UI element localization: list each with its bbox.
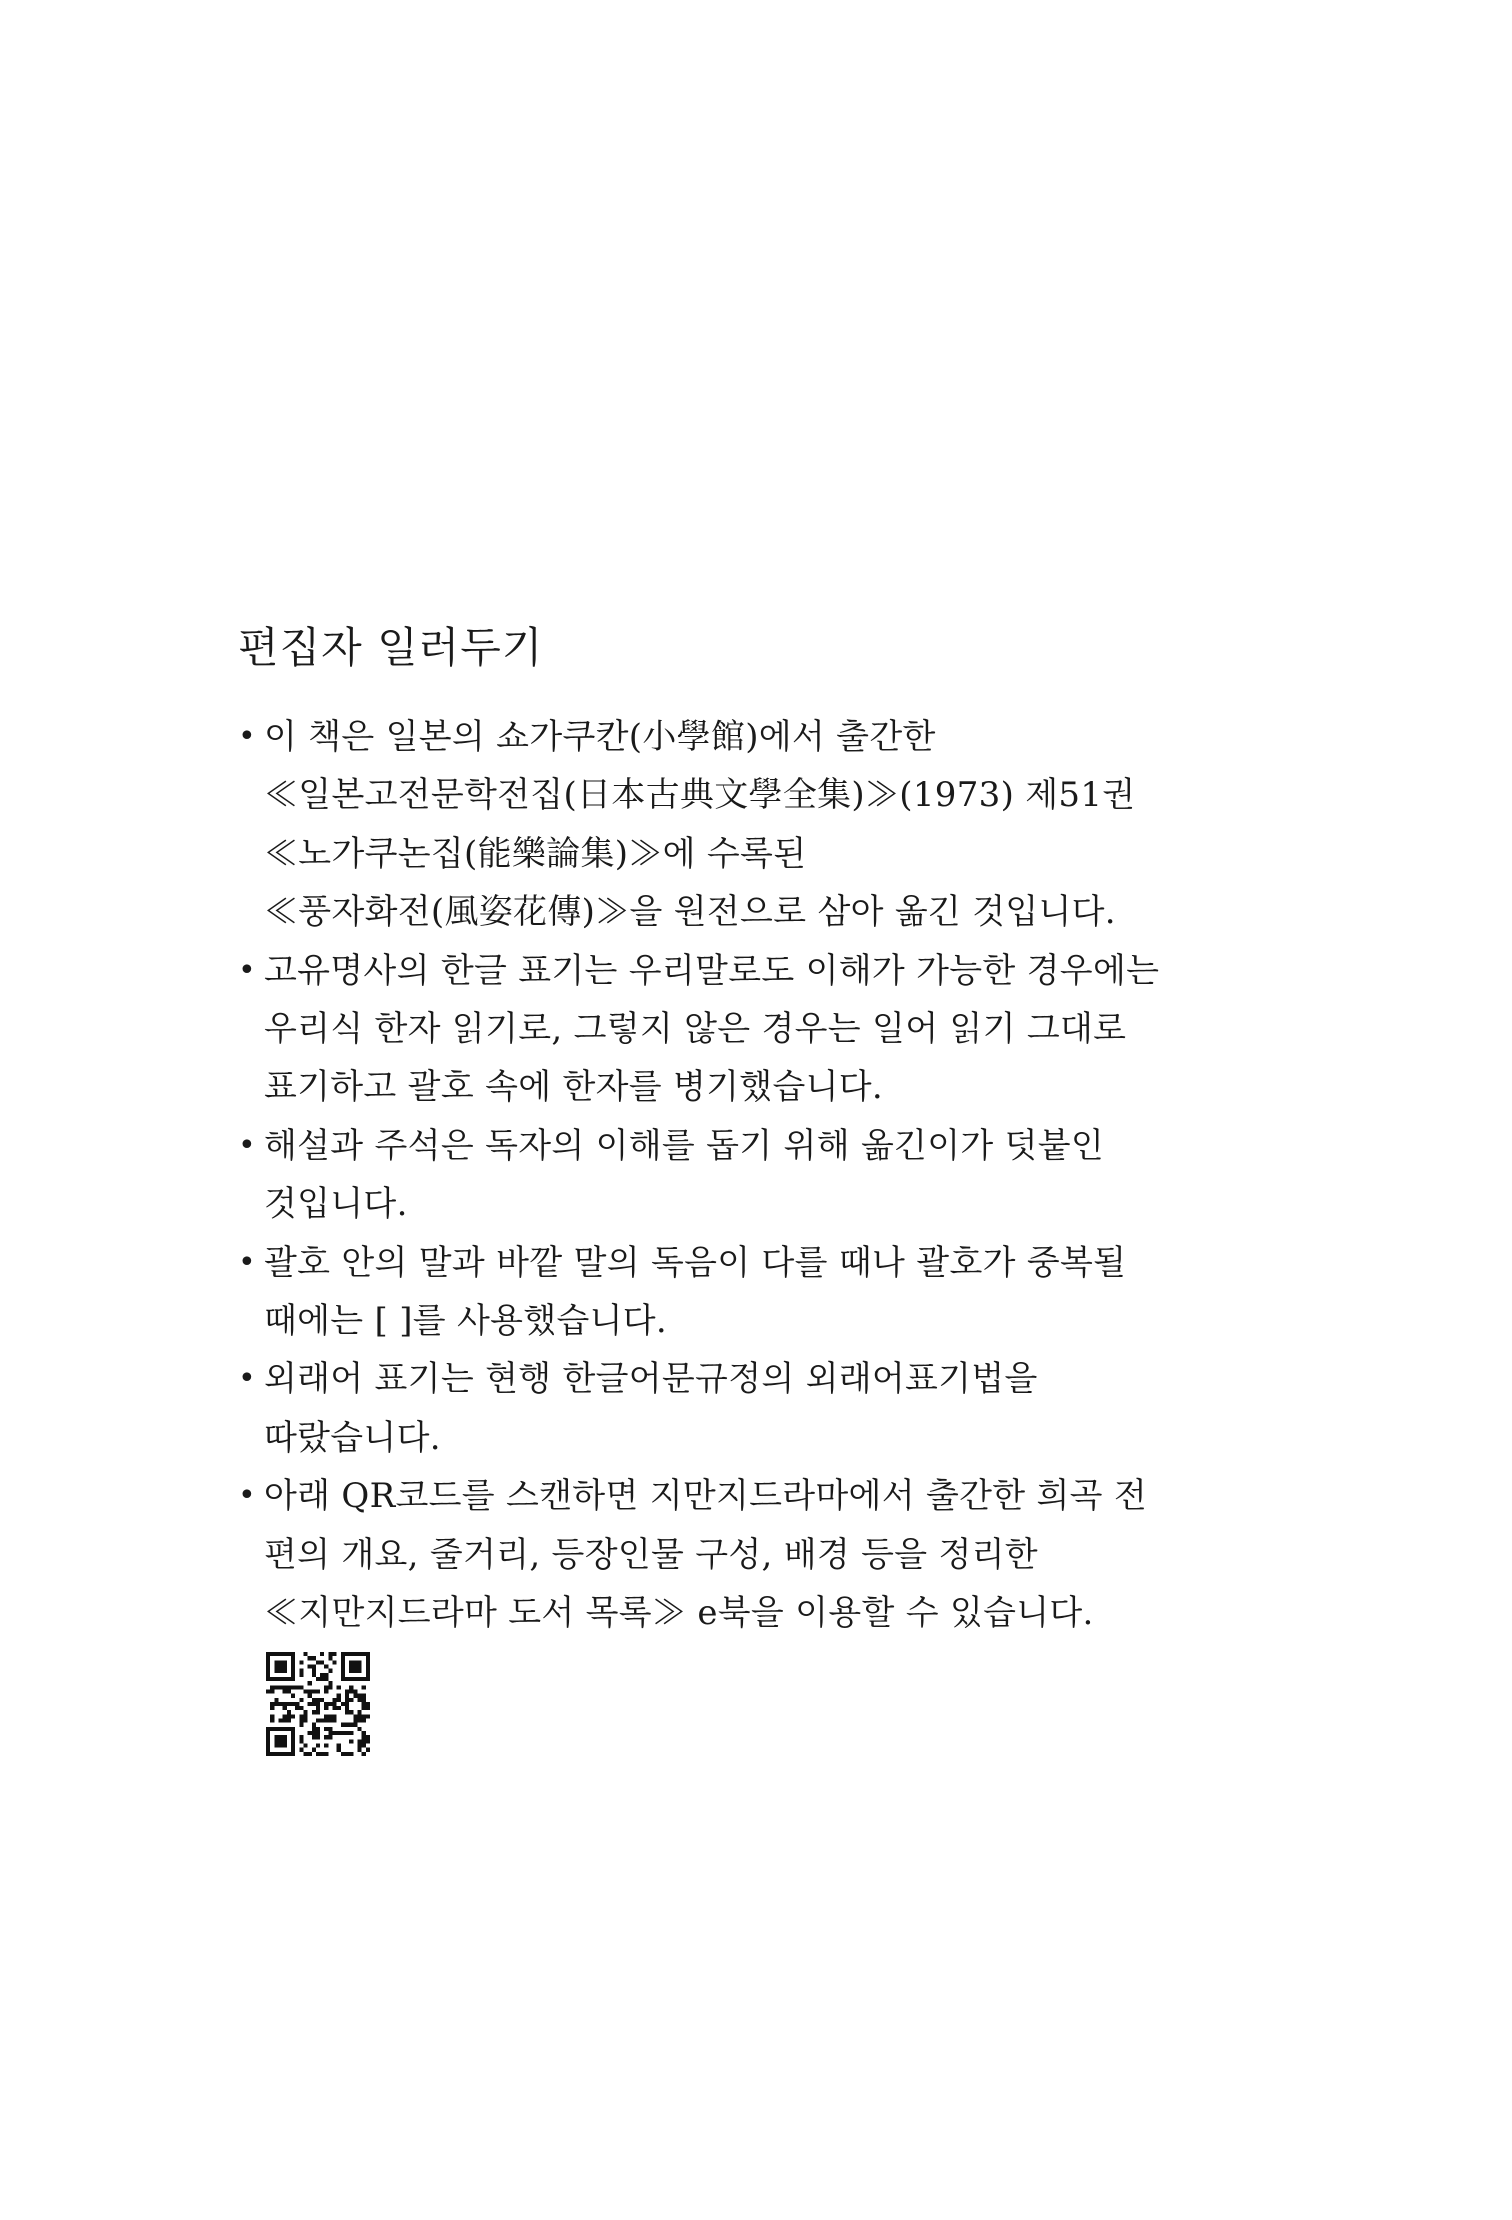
note-line: ≪지만지드라마 도서 목록≫ e북을 이용할 수 있습니다. — [264, 1593, 1094, 1634]
note-line: 따랐습니다. — [264, 1417, 441, 1458]
note-item — [238, 1117, 1298, 1234]
note-line: 우리식 한자 읽기로, 그렇지 않은 경우는 일어 읽기 그대로 — [264, 1009, 1127, 1050]
note-line: 것입니다. — [264, 1184, 408, 1225]
qr-code-icon[interactable] — [266, 1652, 370, 1756]
note-item — [238, 708, 1298, 942]
note-line: 괄호 안의 말과 바깥 말의 독음이 다를 때나 괄호가 중복될 — [264, 1242, 1127, 1283]
notes-list — [238, 708, 1298, 1643]
bullet: • — [238, 1127, 256, 1163]
note-line: 외래어 표기는 현행 한글어문규정의 외래어표기법을 — [264, 1359, 1038, 1400]
bullet: • — [238, 719, 256, 754]
bullet: • — [238, 1478, 256, 1514]
bullet: • — [238, 1361, 256, 1397]
note-item — [238, 1234, 1298, 1351]
note-item — [238, 942, 1298, 1117]
note-line: 이 책은 일본의 쇼가쿠칸(小學館)에서 출간한 — [264, 717, 936, 757]
bullet: • — [238, 952, 256, 988]
note-line: 아래 QR코드를 스캔하면 지만지드라마에서 출간한 희곡 전 — [264, 1476, 1148, 1517]
note-line: 편의 개요, 줄거리, 등장인물 구성, 배경 등을 정리한 — [264, 1534, 1038, 1575]
note-line: ≪노가쿠논집(能樂論集)≫에 수록된 — [264, 833, 807, 874]
bullet: • — [238, 1244, 256, 1280]
note-line: 때에는 [ ]를 사용했습니다. — [264, 1301, 667, 1342]
note-line: 표기하고 괄호 속에 한자를 병기했습니다. — [264, 1067, 883, 1108]
note-line: 고유명사의 한글 표기는 우리말로도 이해가 가능한 경우에는 — [264, 950, 1160, 991]
note-line: ≪일본고전문학전집(日本古典文學全集)≫(1973) 제51권 — [264, 775, 1136, 816]
note-line: ≪풍자화전(風姿花傳)≫을 원전으로 삼아 옮긴 것입니다. — [264, 892, 1116, 933]
note-item — [238, 1350, 1298, 1467]
note-line: 해설과 주석은 독자의 이해를 돕기 위해 옮긴이가 덧붙인 — [264, 1125, 1105, 1166]
note-item — [238, 1467, 1298, 1642]
page-title: 편집자 일러두기 — [238, 623, 544, 672]
